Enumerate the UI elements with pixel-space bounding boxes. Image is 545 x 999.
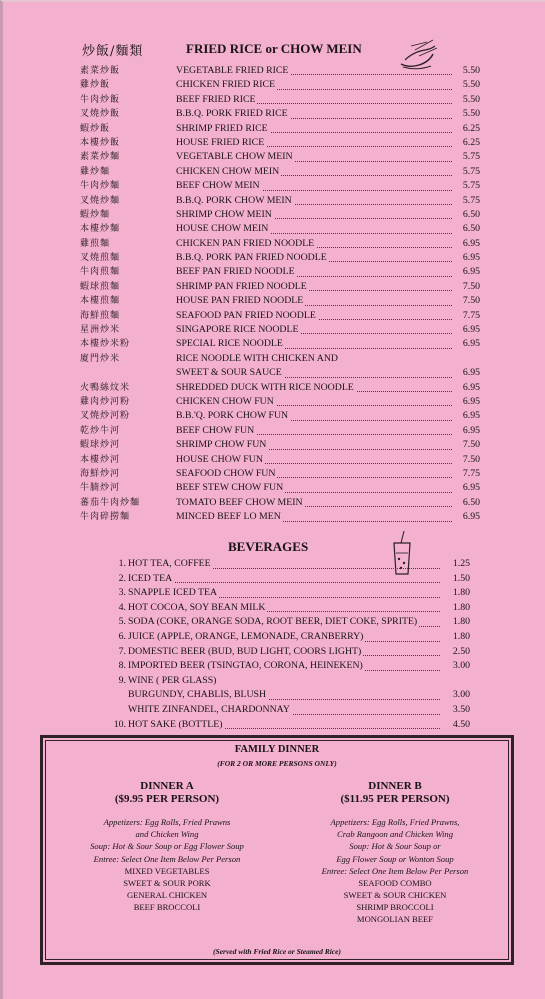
menu-item-price: 7.50 <box>462 439 480 451</box>
menu-item-chinese-name: 蝦炒麵 <box>80 209 111 220</box>
menu-item-name-wrap <box>176 453 265 467</box>
beverage-row <box>112 557 470 572</box>
menu-item-row <box>80 136 480 150</box>
beverage-name-wrap <box>128 557 213 572</box>
menu-item-price: 6.95 <box>462 252 480 264</box>
beverage-number: 8. <box>118 660 126 672</box>
dinner-b-description <box>295 816 495 877</box>
menu-item-row <box>80 64 480 78</box>
menu-item-name-wrap <box>176 467 277 481</box>
menu-item-name: SINGAPORE RICE NOODLE <box>176 324 299 336</box>
menu-item-chinese-name: 雞煎麵 <box>80 238 111 249</box>
menu-item-chinese-name: 叉燒炒飯 <box>80 109 121 120</box>
dinner-a-price: ($9.95 PER PERSON) <box>114 793 220 805</box>
beverage-name-wrap <box>128 572 174 587</box>
menu-item-name: SHREDDED DUCK WITH RICE NOODLE <box>176 381 354 393</box>
menu-item-price: 6.25 <box>462 136 480 148</box>
beverage-name: WINE ( PER GLASS) <box>128 674 217 686</box>
dinner-b-price: ($11.95 PER PERSON) <box>340 793 450 805</box>
beverage-price: 1.25 <box>452 558 470 569</box>
beverage-name: HOT COCOA, SOY BEAN MILK <box>128 601 266 613</box>
menu-item-name-wrap <box>176 323 300 337</box>
beverage-price: 1.50 <box>452 572 470 584</box>
menu-item-name: HOUSE CHOW FUN <box>176 453 263 465</box>
beverage-row <box>112 703 470 718</box>
dinner-b-detail-line: Egg Flower Soup or Wonton Soup <box>336 853 454 864</box>
menu-item-price: 6.95 <box>462 424 480 436</box>
beverage-name: DOMESTIC BEER (BUD, BUD LIGHT, COORS LIGHT) <box>128 645 362 657</box>
menu-item-price: 5.50 <box>462 93 480 105</box>
menu-item-name-wrap <box>176 237 316 251</box>
menu-item-price: 5.75 <box>462 180 480 192</box>
family-dinner-title: FAMILY DINNER <box>234 744 320 755</box>
beverage-name-wrap <box>128 601 267 616</box>
menu-item-price: 7.50 <box>462 453 480 465</box>
menu-item-name: BEEF CHOW MEIN <box>176 180 260 192</box>
beverage-price: 3.00 <box>452 689 470 701</box>
menu-item-price: 6.50 <box>462 223 480 235</box>
menu-item-chinese-name: 叉燒炒麵 <box>80 195 121 206</box>
menu-item-chinese-name: 雞炒麵 <box>80 166 111 177</box>
beverage-number: 6. <box>118 630 126 642</box>
menu-item-row <box>80 467 480 481</box>
dinner-a-column <box>67 780 267 913</box>
page-title: FRIED RICE or CHOW MEIN <box>186 41 362 56</box>
section-header <box>82 40 382 60</box>
menu-item-chinese-name: 星洲炒米 <box>80 325 121 336</box>
beverage-row <box>112 601 470 616</box>
beverage-name-wrap <box>128 688 268 703</box>
menu-item-price: 6.95 <box>462 511 480 523</box>
beverage-row <box>112 572 470 587</box>
menu-item-name-wrap <box>176 136 266 150</box>
menu-item-name-wrap <box>176 395 276 409</box>
family-dinner-subtitle: (FOR 2 OR MORE PERSONS ONLY) <box>217 759 337 768</box>
menu-item-chinese-name: 蝦球炒河 <box>80 440 121 451</box>
dinner-a-entree: MIXED VEGETABLES <box>124 865 210 876</box>
beverage-name: JUICE (APPLE, ORANGE, LEMONADE, CRANBERRY) <box>128 630 364 642</box>
beverage-price: 1.80 <box>452 601 470 613</box>
menu-item-row <box>80 122 480 136</box>
beverages-title: BEVERAGES <box>228 539 309 554</box>
menu-item-row <box>80 309 480 323</box>
menu-item-price: 6.95 <box>462 381 480 393</box>
beverage-price: 4.50 <box>452 718 470 730</box>
menu-item-name-wrap <box>176 481 285 495</box>
menu-item-price: 6.95 <box>462 367 480 379</box>
dinner-a-detail-line: and Chicken Wing <box>135 829 199 840</box>
menu-item-name-wrap <box>176 496 305 510</box>
menu-item-name: SEAFOOD PAN FRIED NOODLE <box>176 309 316 321</box>
beverage-price: 3.00 <box>452 660 470 672</box>
menu-item-name: CHICKEN CHOW FUN <box>176 395 274 407</box>
menu-item-name: SHRIMP CHOW MEIN <box>176 208 272 220</box>
menu-item-name: BEEF STEW CHOW FUN <box>176 482 284 494</box>
menu-item-price: 6.95 <box>462 338 480 350</box>
menu-item-price: 6.95 <box>462 324 480 336</box>
menu-item-chinese-name: 本樓炒米粉 <box>80 339 131 350</box>
menu-item-row <box>80 93 480 107</box>
dinner-b-name: DINNER B <box>368 780 422 792</box>
beverage-name: WHITE ZINFANDEL, CHARDONNAY <box>128 703 290 715</box>
menu-item-name: SWEET & SOUR SAUCE <box>176 367 282 379</box>
menu-item-row <box>80 237 480 251</box>
menu-item-chinese-name: 本樓炒飯 <box>80 137 121 148</box>
menu-item-name-wrap <box>176 366 284 380</box>
menu-item-chinese-name: 海鮮煎麵 <box>80 310 121 321</box>
menu-item-row <box>80 409 480 423</box>
beverage-number: 2. <box>118 572 126 584</box>
menu-item-price: 5.50 <box>462 65 480 76</box>
beverage-name: ICED TEA <box>128 572 173 584</box>
menu-item-name-wrap <box>176 222 270 236</box>
menu-item-chinese-name: 牛肉碎撈麵 <box>80 512 131 523</box>
menu-item-name: B.B.Q. PORK PAN FRIED NOODLE <box>176 252 327 264</box>
beverage-row <box>112 630 470 645</box>
menu-item-name: HOUSE PAN FRIED NOODLE <box>176 295 304 307</box>
menu-item-name: TOMATO BEEF CHOW MEIN <box>176 496 303 508</box>
header-chinese: 炒飯/麵類 <box>82 44 144 59</box>
dinner-b-entree: SWEET & SOUR CHICKEN <box>343 890 447 901</box>
menu-item-name-wrap <box>176 78 277 92</box>
menu-item-row <box>80 78 480 92</box>
menu-item-row <box>80 165 480 179</box>
menu-item-row <box>80 265 480 279</box>
beverage-row <box>112 645 470 660</box>
beverage-number: 4. <box>118 601 126 613</box>
menu-item-name: VEGETABLE CHOW MEIN <box>176 151 293 163</box>
beverage-price: 1.80 <box>452 587 470 599</box>
menu-item-row <box>80 107 480 121</box>
menu-item-name-wrap <box>176 337 285 351</box>
menu-item-name: SHRIMP FRIED RICE <box>176 122 268 134</box>
family-dinner-footer: (Served with Fried Rice or Steamed Rice) <box>213 947 341 956</box>
menu-item-name: BEEF CHOW FUN <box>176 424 255 436</box>
menu-item-row <box>80 510 480 524</box>
beverage-name: IMPORTED BEER (TSINGTAO, CORONA, HEINEKEN) <box>128 660 363 672</box>
beverages-list <box>112 557 470 732</box>
menu-item-chinese-name: 叉燒炒河粉 <box>80 411 131 422</box>
menu-item-name-wrap <box>176 150 295 164</box>
menu-item-name-wrap <box>176 251 329 265</box>
menu-item-price: 5.75 <box>462 165 480 177</box>
family-dinner-box <box>40 735 514 965</box>
menu-item-row <box>80 280 480 294</box>
beverage-name-wrap <box>128 630 365 645</box>
menu-item-row <box>80 438 480 452</box>
menu-item-name: CHICKEN PAN FRIED NOODLE <box>176 237 315 249</box>
menu-item-row <box>80 150 480 164</box>
menu-item-price: 6.25 <box>462 122 480 134</box>
dinner-b-detail-line: Entree: Select One Item Below Per Person <box>321 865 469 876</box>
beverage-name-wrap <box>128 674 218 689</box>
beverage-name: SNAPPLE ICED TEA <box>128 587 218 599</box>
beverage-price: 2.50 <box>452 645 470 657</box>
beverage-number: 7. <box>118 645 126 657</box>
fried-rice-chow-mein-list <box>80 64 480 525</box>
menu-item-row <box>80 208 480 222</box>
menu-item-name: BEEF PAN FRIED NOODLE <box>176 266 295 278</box>
menu-item-price: 6.50 <box>462 208 480 220</box>
menu-item-chinese-name: 牛肉炒麵 <box>80 181 121 192</box>
menu-item-chinese-name: 蝦球煎麵 <box>80 281 121 292</box>
beverage-number: 10. <box>113 718 126 730</box>
beverage-price: 3.50 <box>452 703 470 715</box>
menu-item-name-wrap <box>176 93 257 107</box>
beverage-name: SODA (COKE, ORANGE SODA, ROOT BEER, DIET COKE, SPRITE) <box>128 616 418 628</box>
menu-item-price: 5.50 <box>462 79 480 91</box>
menu-item-row <box>80 179 480 193</box>
beverage-name-wrap <box>128 718 225 733</box>
dinner-b-column <box>295 780 495 925</box>
dinner-a-entrees <box>67 865 267 913</box>
menu-item-chinese-name: 牛肉炒飯 <box>80 94 121 105</box>
menu-item-name: HOUSE FRIED RICE <box>176 136 265 148</box>
dinner-b-detail-line: Appetizers: Egg Rolls, Fried Prawns, <box>330 817 460 827</box>
beverage-name: HOT SAKE (BOTTLE) <box>128 718 223 730</box>
beverage-row <box>112 615 470 630</box>
beverage-name-wrap <box>128 586 219 601</box>
dinner-a-description <box>67 816 267 865</box>
menu-item-name-wrap <box>176 280 309 294</box>
menu-item-name: SPECIAL RICE NOODLE <box>176 338 283 350</box>
menu-item-chinese-name: 叉燒煎麵 <box>80 253 121 264</box>
menu-item-chinese-name: 雞炒飯 <box>80 80 111 91</box>
menu-item-chinese-name: 本樓炒河 <box>80 454 121 465</box>
menu-item-name-wrap <box>176 64 290 78</box>
menu-item-name-wrap <box>176 510 283 524</box>
beverage-name: BURGUNDY, CHABLIS, BLUSH <box>128 689 267 701</box>
menu-item-chinese-name: 牛肉煎麵 <box>80 267 121 278</box>
menu-item-price: 6.95 <box>462 237 480 249</box>
menu-item-row <box>80 366 480 380</box>
menu-item-price: 7.50 <box>462 295 480 307</box>
menu-item-name-wrap <box>176 438 268 452</box>
menu-item-name: MINCED BEEF LO MEN <box>176 511 281 523</box>
menu-item-price: 6.95 <box>462 395 480 407</box>
menu-item-row <box>80 323 480 337</box>
menu-item-chinese-name: 雞肉炒河粉 <box>80 396 131 407</box>
beverage-price: 1.80 <box>452 616 470 628</box>
menu-item-name-wrap <box>176 409 290 423</box>
menu-item-name-wrap <box>176 122 270 136</box>
menu-item-row <box>80 496 480 510</box>
menu-item-row <box>80 337 480 351</box>
menu-item-name-wrap <box>176 424 256 438</box>
dinner-b-entree: SEAFOOD COMBO <box>358 878 432 889</box>
menu-item-price: 6.95 <box>462 266 480 278</box>
dinner-a-detail-line: Soup: Hot & Sour Soup or Egg Flower Soup <box>90 841 244 852</box>
menu-item-name-wrap <box>176 309 318 323</box>
menu-item-name-wrap <box>176 107 290 121</box>
beverage-name-wrap <box>128 645 363 660</box>
beverage-name-wrap <box>128 703 292 718</box>
menu-item-row <box>80 481 480 495</box>
beverage-name-wrap <box>128 659 365 674</box>
menu-item-row <box>80 194 480 208</box>
dinner-b-entree: SHRIMP BROCCOLI <box>356 902 434 913</box>
menu-item-name: CHICKEN FRIED RICE <box>176 79 276 91</box>
menu-item-price: 6.95 <box>462 482 480 494</box>
menu-item-name: RICE NOODLE WITH CHICKEN AND <box>176 352 338 364</box>
menu-item-name: HOUSE CHOW MEIN <box>176 223 269 235</box>
menu-item-chinese-name: 乾炒牛河 <box>80 425 121 436</box>
beverage-row <box>112 586 470 601</box>
menu-item-name-wrap <box>176 294 305 308</box>
dot-leader <box>128 582 440 583</box>
dinner-a-entree: BEEF BROCCOLI <box>133 901 201 912</box>
dinner-a-entree: GENERAL CHICKEN <box>126 889 208 900</box>
menu-item-price: 6.95 <box>462 410 480 422</box>
menu-item-name-wrap <box>176 208 274 222</box>
menu-item-name-wrap <box>176 165 281 179</box>
menu-item-name: B.B.Q. PORK CHOW MEIN <box>176 194 292 206</box>
menu-item-row <box>80 395 480 409</box>
menu-item-row <box>80 251 480 265</box>
beverage-row <box>112 688 470 703</box>
menu-item-name: CHICKEN CHOW MEIN <box>176 165 280 177</box>
menu-item-row <box>80 294 480 308</box>
dinner-b-detail-line: Crab Rangoon and Chicken Wing <box>336 829 453 840</box>
dinner-a-name: DINNER A <box>140 780 194 792</box>
menu-item-chinese-name: 火鴨絲炆米 <box>80 382 131 393</box>
menu-item-price: 6.50 <box>462 496 480 508</box>
menu-item-price: 5.50 <box>462 108 480 120</box>
menu-item-name: B.B.'Q. PORK CHOW FUN <box>176 410 289 422</box>
menu-item-name: SHRIMP CHOW FUN <box>176 439 267 451</box>
menu-item-chinese-name: 素菜炒麵 <box>80 152 121 163</box>
beverage-name: HOT TEA, COFFEE <box>128 558 211 569</box>
dinner-b-entrees <box>295 877 495 925</box>
menu-item-name-wrap <box>176 265 297 279</box>
menu-item-name-wrap <box>176 194 294 208</box>
dinner-b-entree: MONGOLIAN BEEF <box>356 914 434 925</box>
menu-item-name-wrap <box>176 381 356 395</box>
menu-item-row <box>80 352 480 366</box>
menu-item-price: 7.75 <box>462 309 480 321</box>
dinner-a-detail-line: Entree: Select One Item Below Per Person <box>93 853 241 864</box>
beverage-number: 5. <box>118 616 126 628</box>
beverage-row <box>112 674 470 689</box>
menu-item-price: 7.75 <box>462 467 480 479</box>
beverage-row <box>112 718 470 733</box>
menu-item-chinese-name: 本樓煎麵 <box>80 296 121 307</box>
menu-item-name: BEEF FRIED RICE <box>176 93 256 105</box>
menu-item-row <box>80 381 480 395</box>
beverage-price: 1.80 <box>452 630 470 642</box>
menu-item-chinese-name: 牛腩炒河 <box>80 483 121 494</box>
dinner-a-detail-line: Appetizers: Egg Rolls, Fried Prawns <box>103 817 231 827</box>
beverage-name-wrap <box>128 615 419 630</box>
menu-item-name-wrap <box>176 179 262 193</box>
menu-item-chinese-name: 蕃茄牛肉炒麵 <box>80 497 141 508</box>
menu-item-chinese-name: 廈門炒米 <box>80 353 121 364</box>
dinner-b-detail-line: Soup: Hot & Sour Soup or <box>349 841 441 852</box>
menu-item-chinese-name: 海鮮炒河 <box>80 468 121 479</box>
menu-item-price: 7.50 <box>462 280 480 292</box>
beverage-number: 9. <box>118 674 126 686</box>
menu-item-name-wrap <box>176 352 340 366</box>
menu-item-row <box>80 453 480 467</box>
menu-item-chinese-name: 本樓炒麵 <box>80 224 121 235</box>
beverage-row <box>112 659 470 674</box>
menu-item-name: SEAFOOD CHOW FUN <box>176 467 276 479</box>
beverage-number: 3. <box>118 587 126 599</box>
menu-item-price: 5.75 <box>462 151 480 163</box>
beverage-number: 1. <box>118 558 126 569</box>
menu-item-chinese-name: 蝦炒飯 <box>80 123 111 134</box>
menu-item-row <box>80 222 480 236</box>
menu-item-price: 5.75 <box>462 194 480 206</box>
dinner-a-entree: SWEET & SOUR PORK <box>123 877 211 888</box>
menu-item-name: B.B.Q. PORK FRIED RICE <box>176 108 288 120</box>
menu-item-chinese-name: 素菜炒飯 <box>80 66 121 76</box>
menu-item-row <box>80 424 480 438</box>
menu-item-name: SHRIMP PAN FRIED NOODLE <box>176 280 307 292</box>
menu-item-name: VEGETABLE FRIED RICE <box>176 65 289 76</box>
